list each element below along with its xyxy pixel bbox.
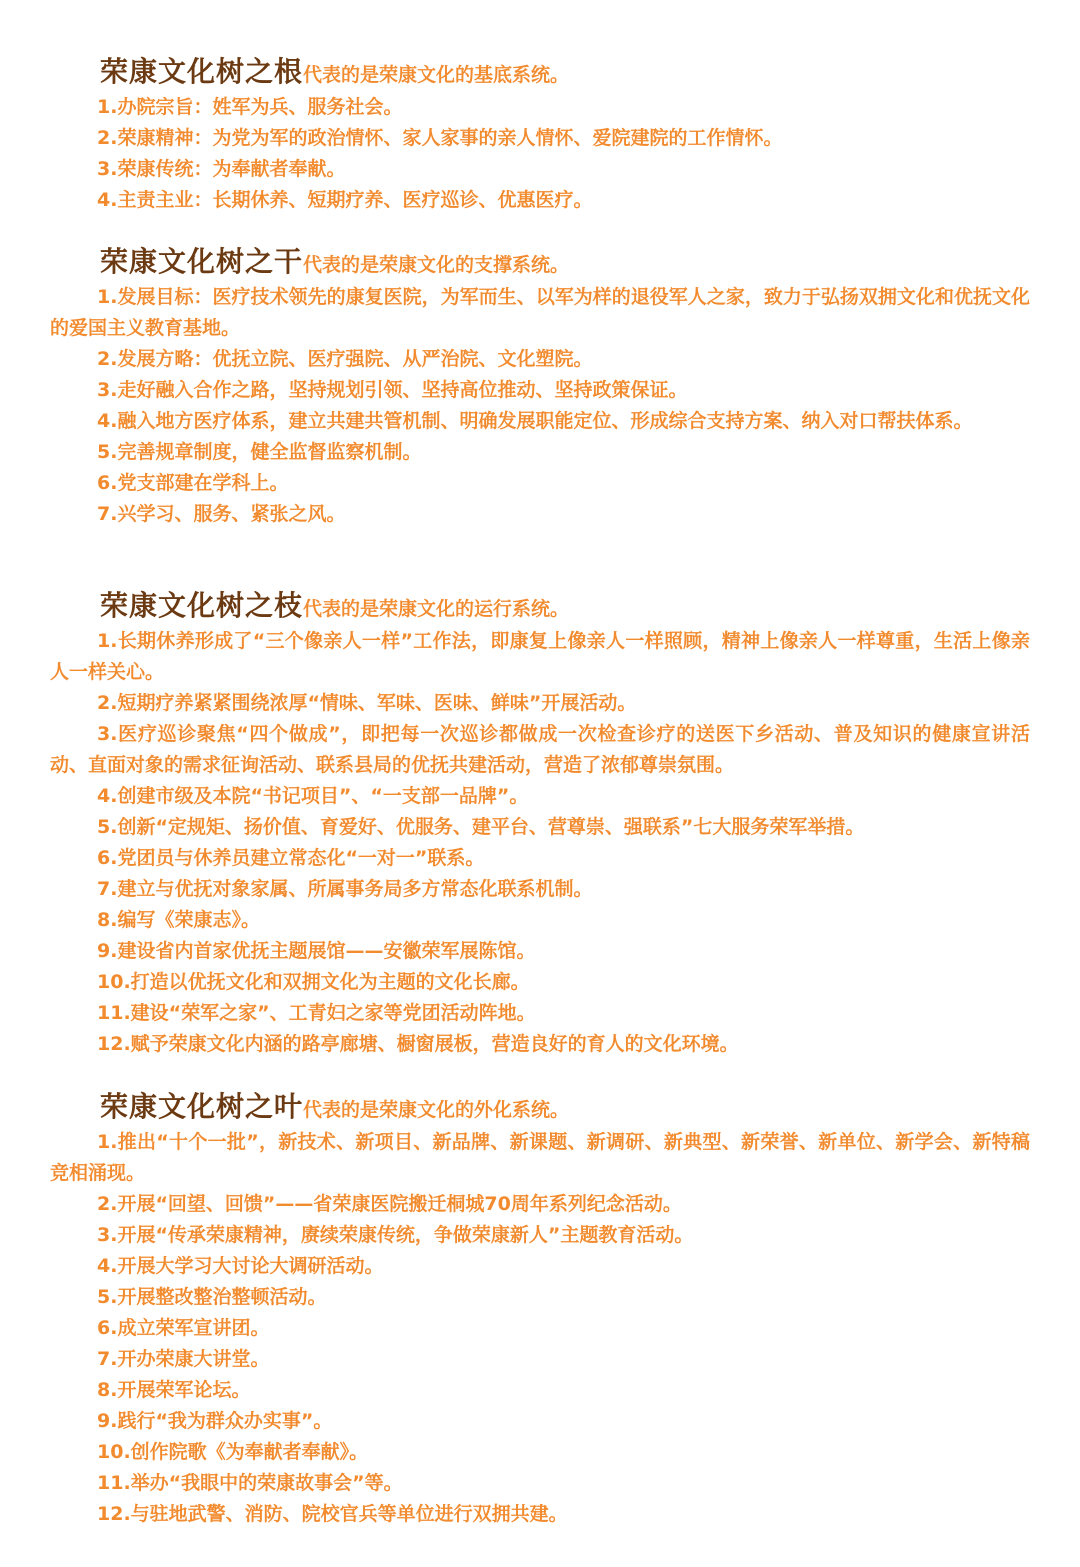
list-item: 9.建设省内首家优抚主题展馆——安徽荣军展陈馆。	[97, 940, 536, 962]
list-item: 7.建立与优抚对象家属、所属事务局多方常态化联系机制。	[97, 878, 593, 900]
section-heading	[100, 1087, 1030, 1127]
section-leaf	[50, 1087, 1030, 1530]
section-description: 代表的是荣康文化的运行系统。	[303, 598, 570, 620]
list-item: 2.开展“回望、回馈”——省荣康医院搬迁桐城70周年系列纪念活动。	[97, 1193, 682, 1215]
list-item: 6.成立荣军宣讲团。	[97, 1317, 270, 1339]
list-item: 6.党支部建在学科上。	[97, 472, 289, 494]
list-item: 2.荣康精神：为党为军的政治情怀、家人家事的亲人情怀、爱院建院的工作情怀。	[97, 127, 783, 149]
list-item: 5.创新“定规矩、扬价值、育爱好、优服务、建平台、营尊崇、强联系”七大服务荣军举措。	[97, 816, 865, 838]
list-item: 3.荣康传统：为奉献者奉献。	[97, 158, 346, 180]
list-item: 5.完善规章制度，健全监督监察机制。	[97, 441, 422, 463]
section-title: 荣康文化树之根	[100, 55, 304, 88]
section-title: 荣康文化树之枝	[100, 589, 304, 622]
section-trunk	[50, 242, 1030, 530]
list-item: 8.编写《荣康志》。	[97, 909, 260, 931]
section-description: 代表的是荣康文化的基底系统。	[303, 64, 570, 86]
list-item: 4.融入地方医疗体系，建立共建共管机制、明确发展职能定位、形成综合支持方案、纳入对口帮扶体系。	[97, 410, 973, 432]
list-item: 11.建设“荣军之家”、工青妇之家等党团活动阵地。	[97, 1002, 536, 1024]
list-item: 1.办院宗旨：姓军为兵、服务社会。	[97, 96, 403, 118]
list-item: 3.开展“传承荣康精神，赓续荣康传统，争做荣康新人”主题教育活动。	[97, 1224, 694, 1246]
list-item: 12.赋予荣康文化内涵的路亭廊塘、橱窗展板，营造良好的育人的文化环境。	[97, 1033, 739, 1055]
list-item: 5.开展整改整治整顿活动。	[97, 1286, 327, 1308]
list-item: 8.开展荣军论坛。	[97, 1379, 251, 1401]
list-item: 7.开办荣康大讲堂。	[97, 1348, 270, 1370]
section-branch	[50, 586, 1030, 1060]
list-item: 1.推出“十个一批”，新技术、新项目、新品牌、新课题、新调研、新典型、新荣誉、新单位、新学会、新特稿竞相涌现。	[50, 1131, 1030, 1184]
list-item: 10.创作院歌《为奉献者奉献》。	[97, 1441, 369, 1463]
list-item: 4.主责主业：长期休养、短期疗养、医疗巡诊、优惠医疗。	[97, 189, 593, 211]
list-item: 9.践行“我为群众办实事”。	[97, 1410, 333, 1432]
list-item: 2.发展方略：优抚立院、医疗强院、从严治院、文化塑院。	[97, 348, 593, 370]
list-item: 3.走好融入合作之路，坚持规划引领、坚持高位推动、坚持政策保证。	[97, 379, 688, 401]
section-title: 荣康文化树之干	[100, 245, 304, 278]
list-item: 1.发展目标：医疗技术领先的康复医院，为军而生、以军为样的退役军人之家，致力于弘扬双拥文化和优抚文化的爱国主义教育基地。	[50, 286, 1030, 339]
section-root	[50, 52, 1030, 216]
section-heading	[100, 242, 1030, 282]
list-item: 10.打造以优抚文化和双拥文化为主题的文化长廊。	[97, 971, 530, 993]
section-heading	[100, 586, 1030, 626]
list-item: 7.兴学习、服务、紧张之风。	[97, 503, 346, 525]
list-item: 4.开展大学习大讨论大调研活动。	[97, 1255, 384, 1277]
list-item: 3.医疗巡诊聚焦“四个做成”，即把每一次巡诊都做成一次检查诊疗的送医下乡活动、普及知识的健康宣讲活动、直面对象的需求征询活动、联系县局的优抚共建活动，营造了浓郁尊崇氛围。	[50, 723, 1030, 776]
list-item: 1.长期休养形成了“三个像亲人一样”工作法，即康复上像亲人一样照顾，精神上像亲人一样尊重，生活上像亲人一样关心。	[50, 630, 1030, 683]
list-item: 11.举办“我眼中的荣康故事会”等。	[97, 1472, 403, 1494]
list-item: 4.创建市级及本院“书记项目”、“一支部一品牌”。	[97, 785, 529, 807]
section-description: 代表的是荣康文化的外化系统。	[303, 1099, 570, 1121]
list-item: 12.与驻地武警、消防、院校官兵等单位进行双拥共建。	[97, 1503, 568, 1525]
list-item: 6.党团员与休养员建立常态化“一对一”联系。	[97, 847, 485, 869]
section-heading	[100, 52, 1030, 92]
list-item: 2.短期疗养紧紧围绕浓厚“情味、军味、医味、鲜味”开展活动。	[97, 692, 637, 714]
section-title: 荣康文化树之叶	[100, 1090, 304, 1123]
section-description: 代表的是荣康文化的支撑系统。	[303, 254, 570, 276]
